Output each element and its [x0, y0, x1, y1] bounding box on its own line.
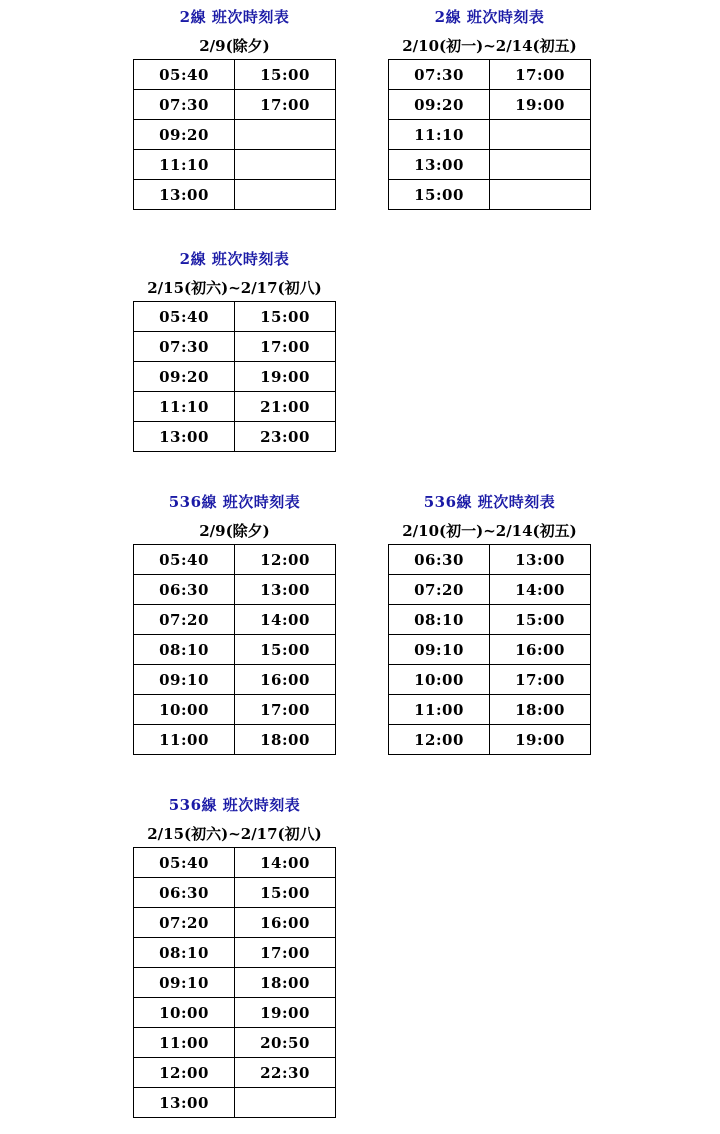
departure-time-cell-right: 15:00 [235, 60, 336, 90]
table-row [134, 665, 336, 695]
timetable [133, 847, 336, 1118]
departure-time-cell-left: 09:10 [134, 665, 235, 695]
departure-time-cell-right: 17:00 [490, 665, 591, 695]
table-row [134, 90, 336, 120]
timetable [388, 59, 591, 210]
table-row [134, 362, 336, 392]
departure-time-cell-right [490, 120, 591, 150]
table-row [134, 60, 336, 90]
table-row [134, 302, 336, 332]
departure-time-cell-right [235, 120, 336, 150]
table-row [134, 545, 336, 575]
departure-time-cell-right: 15:00 [490, 605, 591, 635]
departure-time-cell-left: 08:10 [389, 605, 490, 635]
departure-time-cell-right: 18:00 [235, 725, 336, 755]
departure-time-cell-left: 06:30 [389, 545, 490, 575]
departure-time-cell-left: 11:10 [389, 120, 490, 150]
departure-time-cell-left: 10:00 [389, 665, 490, 695]
table-row [134, 998, 336, 1028]
departure-time-cell-left: 11:00 [134, 725, 235, 755]
departure-time-cell-right: 19:00 [490, 725, 591, 755]
table-row [389, 725, 591, 755]
departure-time-cell-left: 07:30 [134, 332, 235, 362]
table-row [134, 1058, 336, 1088]
departure-time-cell-right: 15:00 [235, 302, 336, 332]
table-row [389, 695, 591, 725]
departure-time-cell-left: 11:00 [134, 1028, 235, 1058]
departure-time-cell-left: 11:10 [134, 392, 235, 422]
departure-time-cell-right: 20:50 [235, 1028, 336, 1058]
schedule-date-range: 2/10(初一)~2/14(初五) [402, 37, 577, 55]
departure-time-cell-right: 18:00 [490, 695, 591, 725]
table-row [134, 422, 336, 452]
departure-time-cell-left: 05:40 [134, 545, 235, 575]
schedule-date-range: 2/9(除夕) [199, 522, 270, 540]
departure-time-cell-left: 11:10 [134, 150, 235, 180]
departure-time-cell-left: 09:20 [389, 90, 490, 120]
table-row [134, 150, 336, 180]
schedule-title: 536線 班次時刻表 [168, 796, 301, 814]
schedule-title: 536線 班次時刻表 [168, 493, 301, 511]
departure-time-cell-right: 14:00 [235, 605, 336, 635]
table-row [134, 635, 336, 665]
departure-time-cell-right: 13:00 [490, 545, 591, 575]
departure-time-cell-right: 19:00 [235, 362, 336, 392]
departure-time-cell-left: 07:20 [389, 575, 490, 605]
departure-time-cell-right: 16:00 [235, 908, 336, 938]
departure-time-cell-left: 07:20 [134, 605, 235, 635]
schedule-date-range: 2/9(除夕) [199, 37, 270, 55]
departure-time-cell-right [235, 180, 336, 210]
table-row [389, 635, 591, 665]
departure-time-cell-right: 19:00 [235, 998, 336, 1028]
table-row [134, 575, 336, 605]
schedule-title: 2線 班次時刻表 [179, 250, 290, 268]
departure-time-cell-right [235, 1088, 336, 1118]
departure-time-cell-right: 12:00 [235, 545, 336, 575]
departure-time-cell-left: 13:00 [134, 1088, 235, 1118]
table-row [134, 605, 336, 635]
table-row [134, 695, 336, 725]
departure-time-cell-left: 10:00 [134, 695, 235, 725]
table-row [389, 605, 591, 635]
timetable [133, 301, 336, 452]
schedule-date-range: 2/15(初六)~2/17(初八) [147, 825, 322, 843]
departure-time-cell-right: 18:00 [235, 968, 336, 998]
departure-time-cell-left: 06:30 [134, 575, 235, 605]
departure-time-cell-left: 07:20 [134, 908, 235, 938]
departure-time-cell-right [490, 180, 591, 210]
table-row [389, 150, 591, 180]
departure-time-cell-left: 09:20 [134, 362, 235, 392]
departure-time-cell-right: 17:00 [235, 332, 336, 362]
table-row [389, 575, 591, 605]
table-row [134, 1088, 336, 1118]
departure-time-cell-left: 07:30 [134, 90, 235, 120]
departure-time-cell-right: 17:00 [490, 60, 591, 90]
departure-time-cell-left: 13:00 [389, 150, 490, 180]
departure-time-cell-right: 13:00 [235, 575, 336, 605]
departure-time-cell-left: 09:10 [134, 968, 235, 998]
departure-time-cell-left: 11:00 [389, 695, 490, 725]
table-row [134, 938, 336, 968]
table-row [134, 1028, 336, 1058]
table-row [389, 665, 591, 695]
timetable [133, 544, 336, 755]
departure-time-cell-left: 05:40 [134, 848, 235, 878]
departure-time-cell-left: 08:10 [134, 938, 235, 968]
departure-time-cell-right: 14:00 [235, 848, 336, 878]
departure-time-cell-right: 16:00 [235, 665, 336, 695]
departure-time-cell-left: 13:00 [134, 422, 235, 452]
departure-time-cell-left: 06:30 [134, 878, 235, 908]
table-row [389, 90, 591, 120]
departure-time-cell-right: 23:00 [235, 422, 336, 452]
table-row [134, 908, 336, 938]
departure-time-cell-left: 05:40 [134, 60, 235, 90]
departure-time-cell-right [490, 150, 591, 180]
table-row [134, 120, 336, 150]
departure-time-cell-left: 12:00 [389, 725, 490, 755]
departure-time-cell-right [235, 150, 336, 180]
departure-time-cell-right: 21:00 [235, 392, 336, 422]
schedule-date-range: 2/15(初六)~2/17(初八) [147, 279, 322, 297]
timetable [388, 544, 591, 755]
schedule-title: 536線 班次時刻表 [423, 493, 556, 511]
departure-time-cell-left: 09:20 [134, 120, 235, 150]
table-row [389, 60, 591, 90]
departure-time-cell-right: 16:00 [490, 635, 591, 665]
departure-time-cell-right: 15:00 [235, 878, 336, 908]
schedule-title: 2線 班次時刻表 [179, 8, 290, 26]
departure-time-cell-left: 12:00 [134, 1058, 235, 1088]
departure-time-cell-right: 14:00 [490, 575, 591, 605]
departure-time-cell-left: 13:00 [134, 180, 235, 210]
table-row [134, 392, 336, 422]
departure-time-cell-right: 17:00 [235, 695, 336, 725]
schedule-title: 2線 班次時刻表 [434, 8, 545, 26]
table-row [134, 848, 336, 878]
table-row [134, 180, 336, 210]
table-row [134, 968, 336, 998]
departure-time-cell-left: 15:00 [389, 180, 490, 210]
departure-time-cell-left: 08:10 [134, 635, 235, 665]
departure-time-cell-left: 10:00 [134, 998, 235, 1028]
table-row [389, 120, 591, 150]
departure-time-cell-right: 17:00 [235, 90, 336, 120]
table-row [134, 332, 336, 362]
table-row [389, 545, 591, 575]
departure-time-cell-left: 05:40 [134, 302, 235, 332]
departure-time-cell-right: 15:00 [235, 635, 336, 665]
departure-time-cell-right: 19:00 [490, 90, 591, 120]
table-row [134, 878, 336, 908]
schedule-date-range: 2/10(初一)~2/14(初五) [402, 522, 577, 540]
departure-time-cell-left: 07:30 [389, 60, 490, 90]
table-row [134, 725, 336, 755]
timetable [133, 59, 336, 210]
departure-time-cell-left: 09:10 [389, 635, 490, 665]
departure-time-cell-right: 22:30 [235, 1058, 336, 1088]
table-row [389, 180, 591, 210]
departure-time-cell-right: 17:00 [235, 938, 336, 968]
